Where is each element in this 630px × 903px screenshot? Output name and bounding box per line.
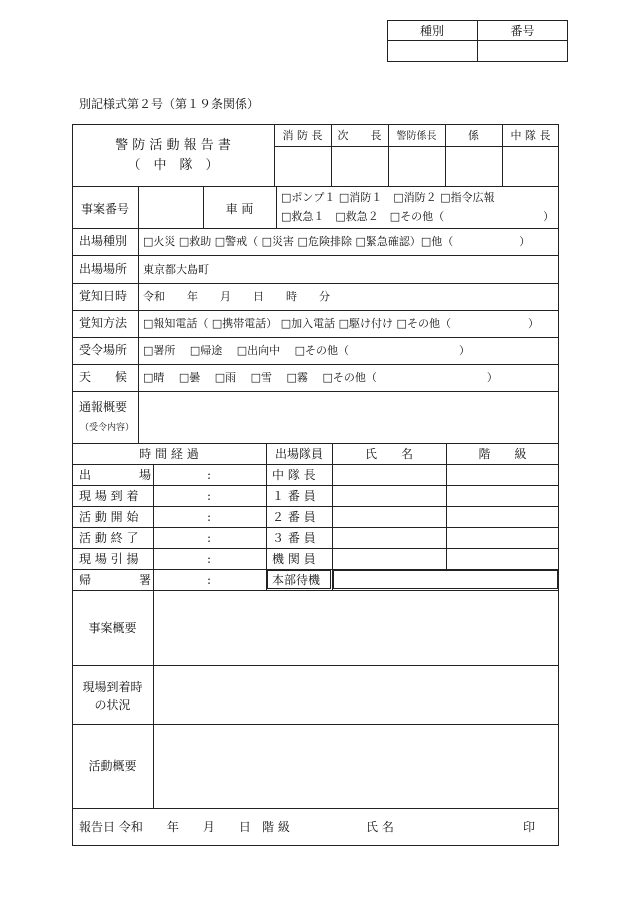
arrival-status-label: 現場到着時	[82, 680, 143, 694]
location-label: 出場場所	[79, 262, 128, 276]
crew-role: 本部待機	[272, 573, 321, 587]
receive-place-options[interactable]: □署所 □帰途 □出向中 □その他（ ）	[143, 344, 471, 357]
form-subtitle: （ 中 隊 ）	[127, 158, 219, 173]
case-summary-field[interactable]	[154, 591, 558, 664]
crew-role: ３ 番 員	[272, 531, 316, 545]
approval-label: 次 長	[337, 129, 382, 142]
approval-seal-field[interactable]	[389, 147, 444, 185]
number-label: 番号	[510, 24, 535, 38]
timeline-label: 帰 署	[79, 573, 152, 587]
timeline-time-field[interactable]: :	[207, 531, 212, 545]
dispatch-type-options[interactable]: □火災 □救助 □警戒（ □災害 □危険排除 □緊急確認）□他（ ）	[143, 235, 531, 248]
crew-role: 機 関 員	[272, 552, 316, 566]
weather-options[interactable]: □晴 □曇 □雨 □雪 □霧 □その他（ ）	[143, 371, 498, 384]
form-id: 別記様式第２号（第１９条関係）	[79, 97, 260, 111]
approval-label: 中 隊 長	[510, 129, 551, 142]
crew-role: ２ 番 員	[272, 510, 316, 524]
approval-label: 消 防 長	[282, 129, 323, 142]
report-date[interactable]: 報告日 令和 年 月 日	[79, 820, 251, 834]
timeline-time-field[interactable]: :	[207, 552, 212, 566]
timeline-label: 活 動 終 了	[79, 531, 139, 545]
kind-label: 種別	[419, 24, 444, 38]
approval-label: 係	[468, 129, 479, 142]
name-label: 氏 名	[366, 820, 394, 834]
approval-seal-field[interactable]	[503, 147, 558, 185]
notice-method-label: 覚知方法	[79, 316, 128, 330]
approval-seal-field[interactable]	[332, 147, 387, 185]
case-summary-label: 事案概要	[88, 621, 137, 635]
approval-seal-field[interactable]	[446, 147, 501, 185]
form-title: 警 防 活 動 報 告 書	[115, 138, 231, 153]
report-summary-label: 通報概要	[79, 400, 128, 414]
arrival-status-label-2: の状況	[94, 698, 131, 712]
rank-label: 階 級	[262, 820, 290, 834]
crew-role: １ 番 員	[272, 489, 316, 503]
weather-label: 天 候	[79, 370, 128, 384]
report-summary-field[interactable]	[139, 392, 558, 442]
dispatch-type-label: 出場種別	[79, 234, 128, 248]
timeline-header: 時 間 経 過	[139, 447, 199, 461]
receive-place-label: 受令場所	[79, 343, 128, 357]
vehicle-label: 車 両	[225, 202, 254, 216]
notice-method-options[interactable]: □報知電話（ □携帯電話） □加入電話 □駆け付け □その他（ ）	[143, 317, 539, 330]
case-number-label: 事案番号	[80, 202, 129, 216]
vehicle-options-2[interactable]: □救急１ □救急２ □その他（ ）	[281, 210, 555, 223]
timeline-label: 現 場 到 着	[79, 489, 139, 503]
case-number-field[interactable]	[139, 187, 202, 227]
timeline-time-field[interactable]: :	[207, 573, 212, 587]
timeline-label: 現 場 引 揚	[79, 552, 139, 566]
crew-name-header: 氏 名	[364, 447, 413, 461]
timeline-time-field[interactable]: :	[207, 468, 212, 482]
seal-mark: 印	[523, 820, 536, 834]
vehicle-options-1[interactable]: □ポンプ１ □消防１ □消防２ □指令広報	[281, 191, 495, 204]
approval-seal-field[interactable]	[275, 147, 330, 185]
crew-role: 中 隊 長	[272, 468, 316, 482]
timeline-time-field[interactable]: :	[207, 489, 212, 503]
activity-summary-label: 活動概要	[88, 759, 137, 773]
activity-summary-field[interactable]	[154, 725, 558, 807]
timeline-time-field[interactable]: :	[207, 510, 212, 524]
crew-header: 出場隊員	[274, 447, 323, 461]
notice-datetime-label: 覚知日時	[79, 289, 128, 303]
notice-datetime-field[interactable]: 令和 年 月 日 時 分	[143, 290, 330, 303]
timeline-label: 出 場	[79, 468, 152, 482]
report-summary-sublabel: （受令内容）	[80, 423, 135, 433]
location-field[interactable]: 東京都大島町	[143, 263, 209, 276]
timeline-label: 活 動 開 始	[79, 510, 139, 524]
approval-label: 警防係長	[396, 131, 437, 142]
number-field[interactable]	[478, 41, 567, 61]
kind-field[interactable]	[388, 41, 476, 61]
crew-rank-header: 階 級	[478, 447, 527, 461]
arrival-status-field[interactable]	[154, 666, 558, 723]
